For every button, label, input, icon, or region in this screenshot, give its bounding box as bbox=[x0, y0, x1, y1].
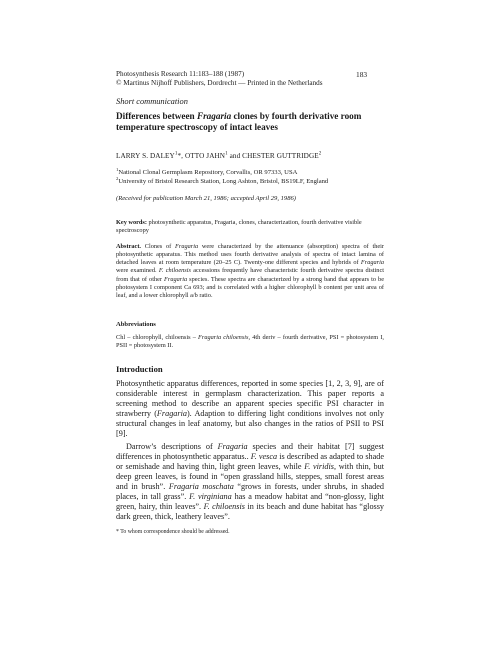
publisher-line: © Martinus Nijhoff Publishers, Dordrecht — Printed in the Netherlands bbox=[116, 78, 323, 87]
keywords-label: Key words: bbox=[116, 219, 147, 226]
author-name: and CHESTER GUTTRIDGE bbox=[227, 152, 319, 160]
article-type: Short communication bbox=[116, 97, 188, 106]
affiliation: $^1$National Clonal Germplasm Repository, Corvallis, OR 97333, USA bbox=[116, 166, 298, 176]
journal-header bbox=[116, 70, 323, 87]
abbreviations-text: Chl – chlorophyll, chiloensis – Fragaria chiloensis, 4th deriv – fourth derivative, PSI = photosystem I, PSII = photosystem II. bbox=[116, 334, 384, 350]
paragraph: Darrow’s descriptions of Fragaria species and their habitat [7] suggest differences in photosynthetic apparatus.. F. vesca is described as adapted to shade or semishade and having thin, light green leaves, while F. viridis, with thin, but deep green leaves, is found in “open grassland hills, steppes, small forest areas and in brush”. Fragaria moschata “grows in forests, under shrubs, in shaded places, in tall grass”. F. virginiana has a meadow habitat and “non-glossy, light green, hairy, thin leaves”. F. chiloensis in its beach and dune habitat has “glossy dark green, thick, leathery leaves”. bbox=[116, 441, 384, 522]
abstract: Abstract. Clones of Fragaria were characterized by the attenuance (absorption) spectra of their photosynthetic apparatus. This method uses fourth derivative analysis of spectra of intact lamina of detached leaves at room temperature (20–25 C). Twenty-one different species and hybrids of Fragaria were examined. F. chiloensis accessions frequently have characteristic fourth derivative spectra distinct from that of other Fragaria species. These spectra are characterized by a strong band that appears to be photosystem I component Ca 693; and is correlated with a higher chlorophyll b content per unit area of leaf, and a lower chlorophyll a/b ratio. bbox=[116, 243, 384, 299]
corresponding-mark: * bbox=[177, 152, 182, 160]
author-name: LARRY S. DALEY bbox=[116, 152, 175, 160]
received-dates: (Received for publication March 21, 1986; accepted April 29, 1986) bbox=[116, 195, 297, 202]
keywords: Key words: photosynthetic apparatus, Fragaria, clones, characterization, fourth derivative visible spectroscopy bbox=[116, 219, 362, 235]
article-title: Differences between Fragaria clones by fourth derivative room temperature spectroscopy of intact leaves bbox=[116, 111, 362, 133]
paragraph: Photosynthetic apparatus differences, reported in some species [1, 2, 3, 9], are of considerable interest in germplasm characterization. This paper reports a screening method to describe an apparent species specific PSI character in strawberry (Fragaria). Adaption to differing light conditions involves not only structural changes in leaf anatomy, but also changes in the ratios of PSII to PSI [9]. bbox=[116, 379, 384, 439]
introduction-heading: Introduction bbox=[116, 364, 163, 374]
abbreviations-heading: Abbreviations bbox=[116, 321, 156, 328]
footnote: * To whom correspondence should be addressed. bbox=[116, 529, 230, 535]
introduction-body bbox=[116, 379, 384, 522]
page-number: 183 bbox=[356, 70, 368, 79]
journal-citation: Photosynthesis Research 11:183–188 (1987) bbox=[116, 70, 245, 78]
affiliation: $^2$University of Bristol Research Station, Long Ashton, Bristol, BS19LF, England bbox=[116, 175, 329, 185]
affiliations bbox=[116, 166, 329, 186]
author-name: , OTTO JAHN bbox=[181, 152, 226, 160]
abstract-label: Abstract. bbox=[116, 243, 142, 250]
author-list: LARRY S. DALEY$^1$*, OTTO JAHN$^1$ and CHESTER GUTTRIDGE$^2$ bbox=[116, 151, 322, 160]
